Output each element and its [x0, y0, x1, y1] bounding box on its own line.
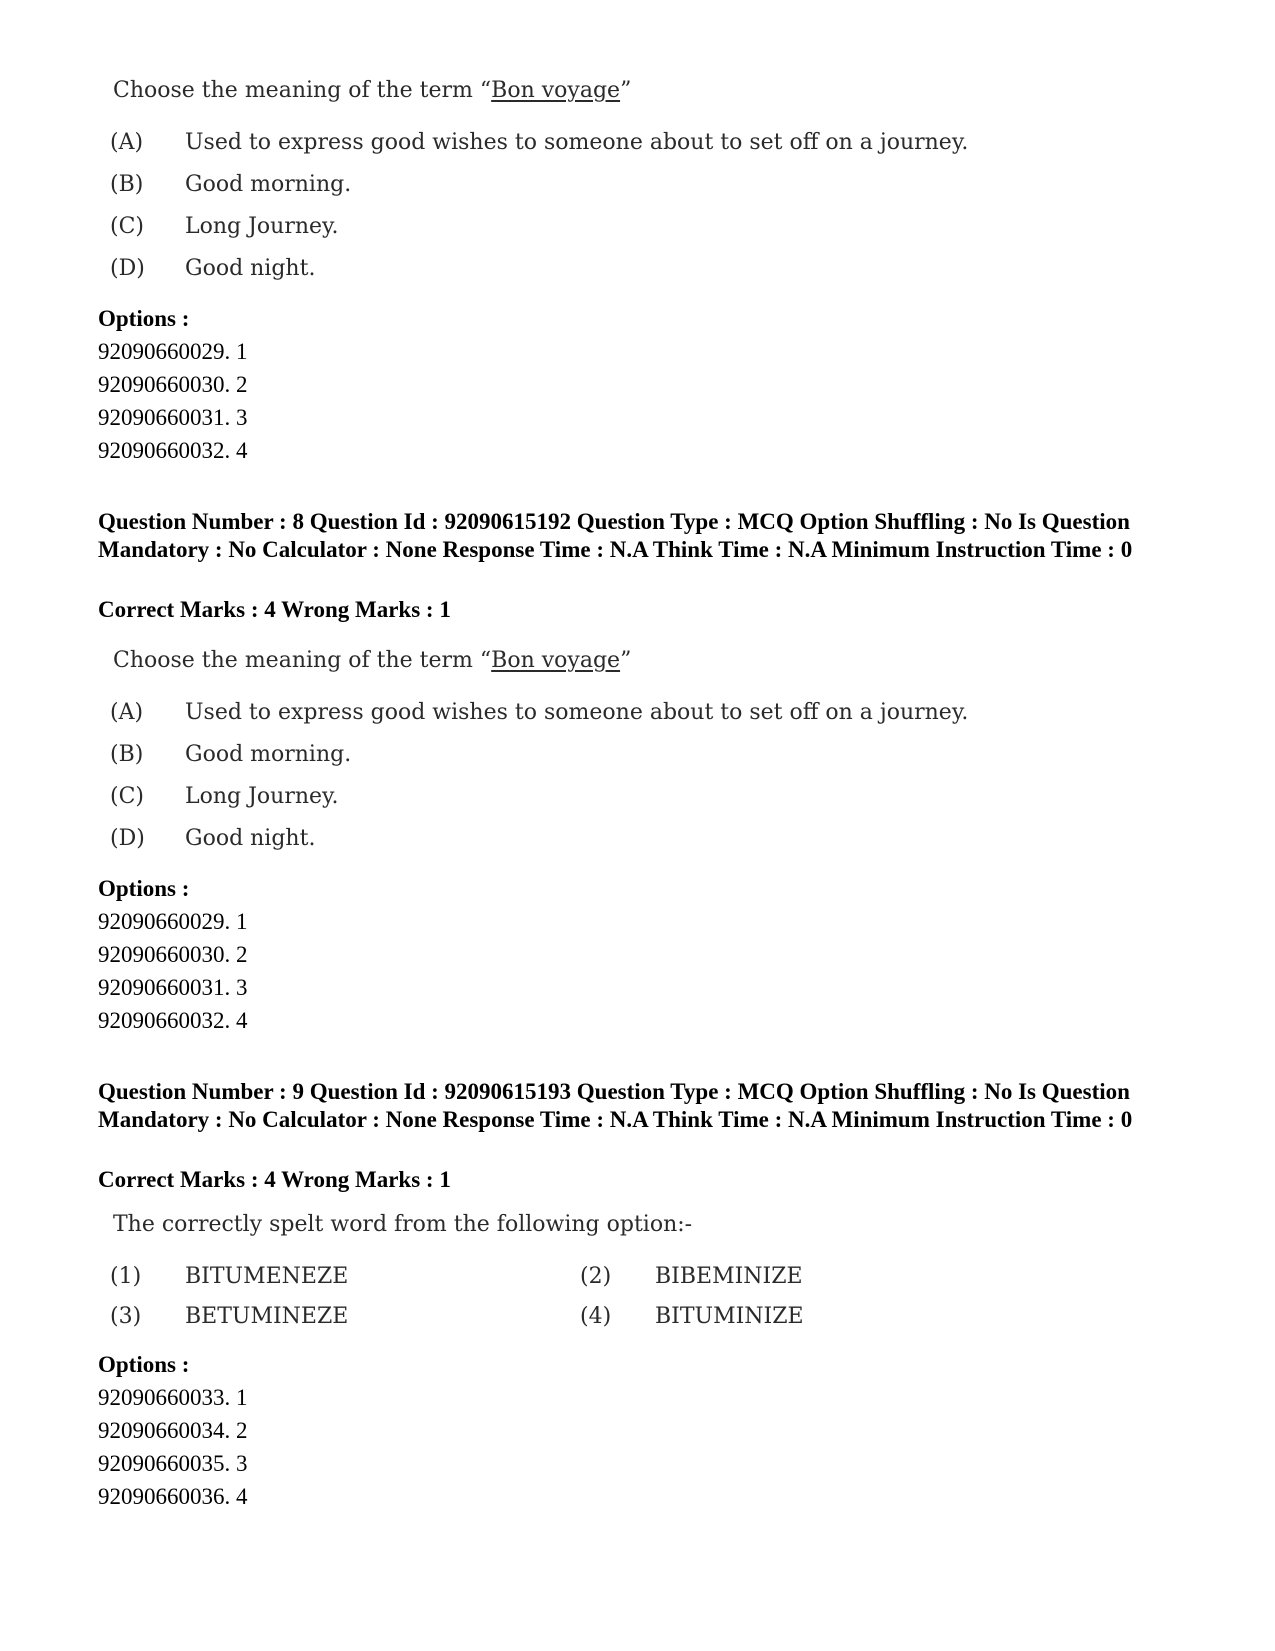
option-id: 92090660029. 1	[98, 909, 248, 934]
stem-prefix: Choose the meaning of the term “	[113, 78, 492, 103]
option-id: 92090660036. 4	[98, 1484, 248, 1509]
option-id: 92090660035. 3	[98, 1451, 248, 1476]
option-id: 92090660029. 1	[98, 339, 248, 364]
choice-label: (2)	[580, 1264, 612, 1289]
choice-label: (4)	[580, 1304, 612, 1329]
choice-label: (A)	[110, 700, 144, 725]
choice-text: BETUMINEZE	[185, 1304, 349, 1329]
question-stem	[113, 648, 631, 673]
option-id: 92090660032. 4	[98, 1008, 248, 1033]
choice-text: Good morning.	[185, 742, 352, 767]
option-id: 92090660030. 2	[98, 942, 248, 967]
stem-term: Bon voyage	[491, 78, 621, 103]
choice-text: BITUMENEZE	[185, 1264, 349, 1289]
stem-suffix: ”	[620, 648, 632, 673]
option-id: 92090660033. 1	[98, 1385, 248, 1410]
choice-label: (C)	[110, 784, 144, 809]
choice-text: Good morning.	[185, 172, 352, 197]
choice-text: BIBEMINIZE	[655, 1264, 803, 1289]
choice-label: (B)	[110, 172, 144, 197]
choice-text: Used to express good wishes to someone about to set off on a journey.	[185, 700, 969, 725]
choice-label: (1)	[110, 1264, 142, 1289]
choice-text: Long Journey.	[185, 214, 339, 239]
options-title: Options :	[98, 876, 190, 901]
choice-text: Used to express good wishes to someone about to set off on a journey.	[185, 130, 969, 155]
choice-label: (C)	[110, 214, 144, 239]
question-stem: The correctly spelt word from the following option:-	[113, 1212, 693, 1237]
choice-label: (D)	[110, 826, 145, 851]
stem-suffix: ”	[620, 78, 632, 103]
question-8-meta: Question Number : 8 Question Id : 92090615192 Question Type : MCQ Option Shuffling : No Is Question Mandatory : No Calculator : None Response Time : N.A Think Time : N.A Minimum Instruction Time : 0	[98, 509, 1133, 562]
question-stem	[113, 78, 631, 103]
options-title: Options :	[98, 1352, 190, 1377]
choice-label: (D)	[110, 256, 145, 281]
stem-prefix: Choose the meaning of the term “	[113, 648, 492, 673]
choice-text: Long Journey.	[185, 784, 339, 809]
question-9-marks: Correct Marks : 4 Wrong Marks : 1	[98, 1167, 451, 1192]
option-id: 92090660034. 2	[98, 1418, 248, 1443]
question-8-marks: Correct Marks : 4 Wrong Marks : 1	[98, 597, 451, 622]
choice-text: BITUMINIZE	[655, 1304, 804, 1329]
choice-label: (3)	[110, 1304, 142, 1329]
stem-term: Bon voyage	[491, 648, 621, 673]
choice-text: Good night.	[185, 826, 316, 851]
option-id: 92090660031. 3	[98, 975, 248, 1000]
option-id: 92090660031. 3	[98, 405, 248, 430]
options-title: Options :	[98, 306, 190, 331]
question-9-meta: Question Number : 9 Question Id : 92090615193 Question Type : MCQ Option Shuffling : No Is Question Mandatory : No Calculator : None Response Time : N.A Think Time : N.A Minimum Instruction Time : 0	[98, 1079, 1133, 1132]
choice-label: (A)	[110, 130, 144, 155]
choice-label: (B)	[110, 742, 144, 767]
choice-text: Good night.	[185, 256, 316, 281]
option-id: 92090660030. 2	[98, 372, 248, 397]
option-id: 92090660032. 4	[98, 438, 248, 463]
